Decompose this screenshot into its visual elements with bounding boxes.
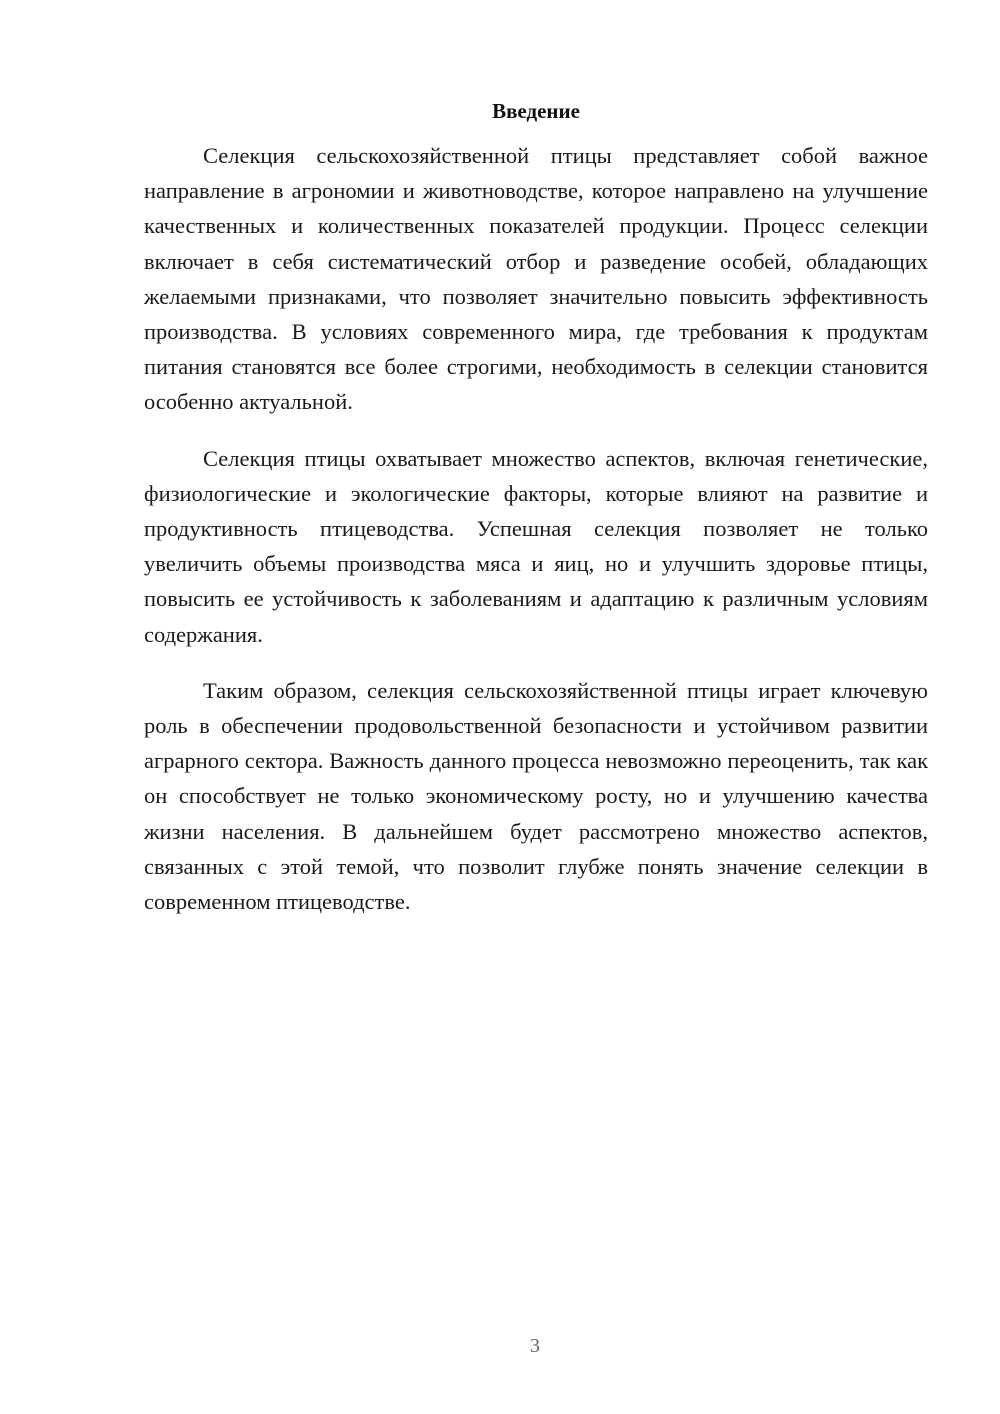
page-content (144, 96, 928, 940)
paragraph-3: Таким образом, селекция сельскохозяйственной птицы играет ключевую роль в обеспечении продовольственной безопасности и устойчивом развитии аграрного сектора. Важность данного процесса невозможно переоценить, так как он способствует не только экономическому росту, но и улучшению качества жизни населения. В дальнейшем будет рассмотрено множество аспектов, связанных с этой темой, что позволит глубже понять значение селекции в современном птицеводстве. (144, 677, 928, 915)
page-number: 3 (530, 1335, 540, 1357)
paragraph-2: Селекция птицы охватывает множество аспектов, включая генетические, физиологические и экологические факторы, которые влияют на развитие и продуктивность птицеводства. Успешная селекция позволяет не только увеличить объемы производства мяса и яиц, но и улучшить здоровье птицы, повысить ее устойчивость к заболеваниям и адаптацию к различным условиям содержания. (144, 445, 928, 647)
paragraph-1: Селекция сельскохозяйственной птицы представляет собой важное направление в агрономии и животноводстве, которое направлено на улучшение качественных и количественных показателей продукции. Процесс селекции включает в себя систематический отбор и разведение особей, обладающих желаемыми признаками, что позволяет значительно повысить эффективность производства. В условиях современного мира, где требования к продуктам питания становятся все более строгими, необходимость в селекции становится особенно актуальной. (144, 143, 928, 415)
section-title: Введение (492, 99, 580, 123)
